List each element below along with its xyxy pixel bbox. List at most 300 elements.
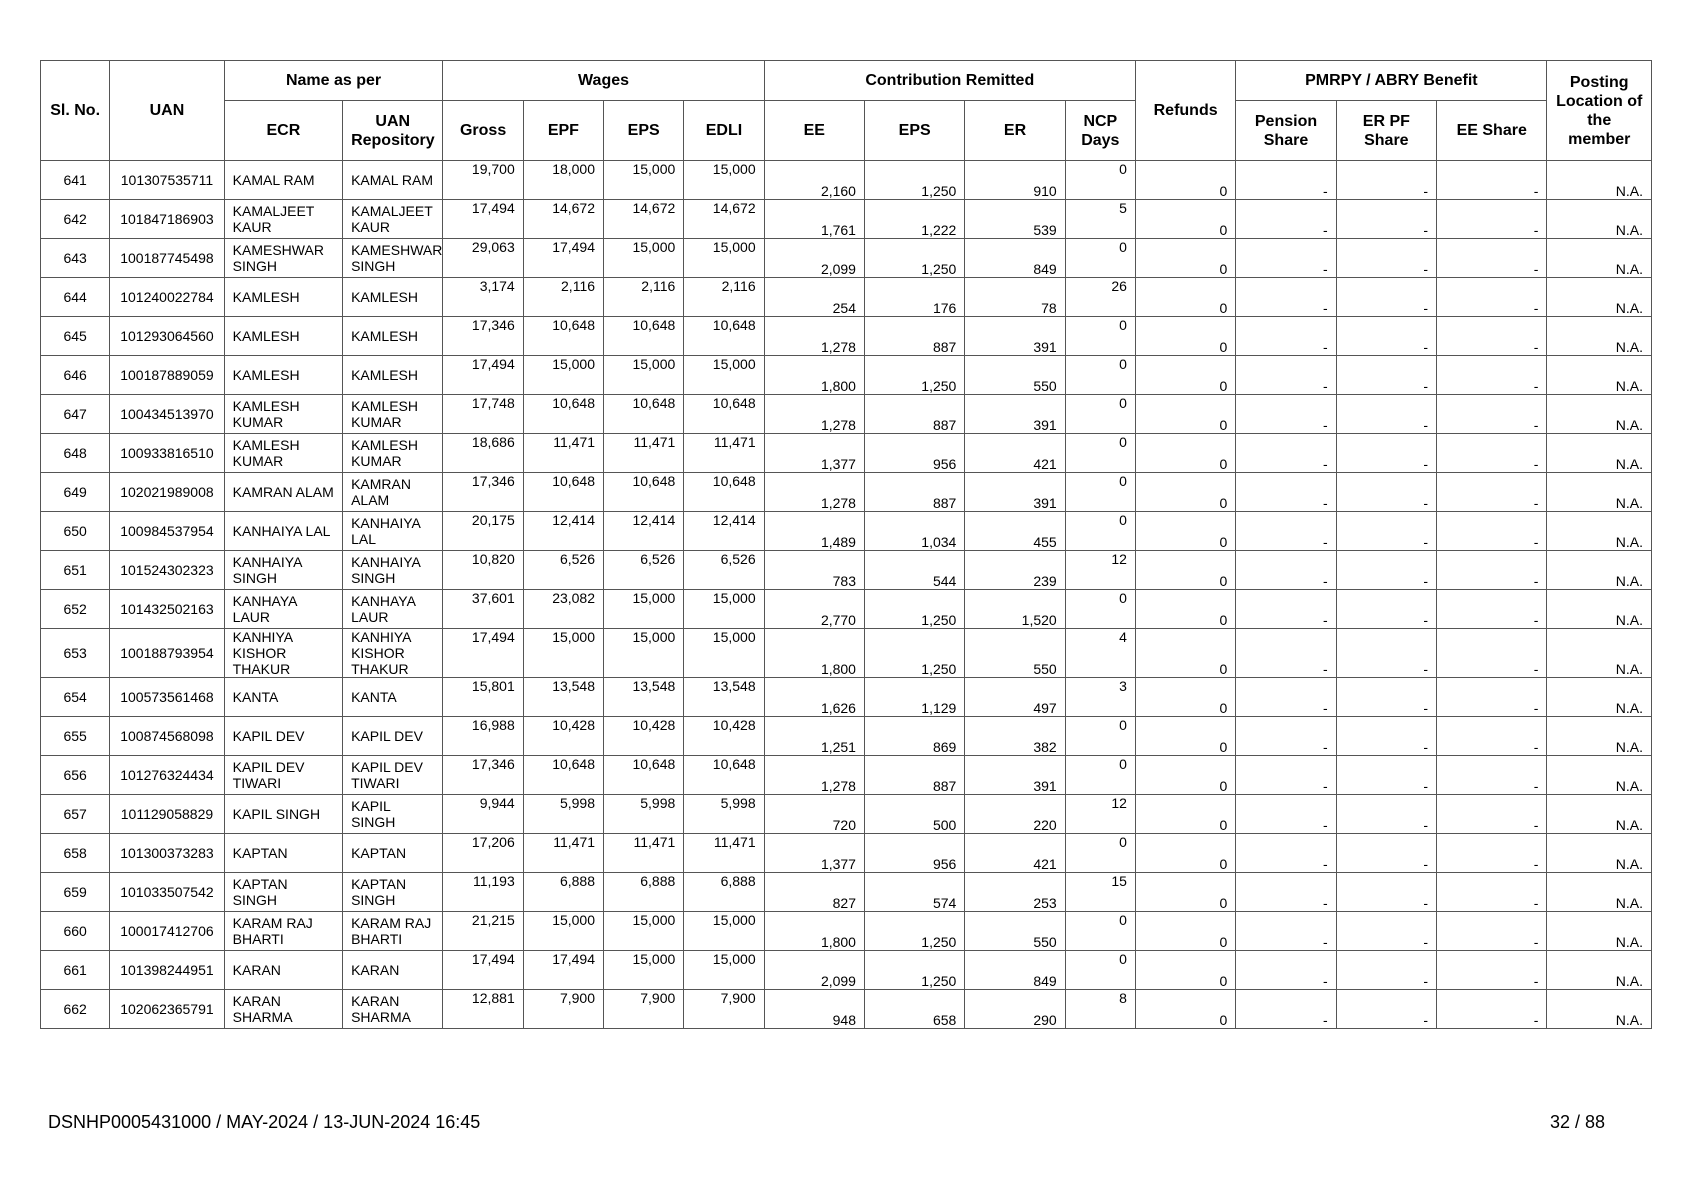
repository-name-cell: KAMLESH KUMAR — [343, 395, 443, 434]
ee-cell: 827 — [764, 873, 864, 912]
table-row — [41, 161, 1652, 200]
uan-cell: 100573561468 — [110, 678, 224, 717]
contribution-eps-cell: 574 — [864, 873, 964, 912]
sl-no-cell: 642 — [41, 200, 110, 239]
ncp-days-cell: 0 — [1065, 356, 1135, 395]
ee-cell: 1,489 — [764, 512, 864, 551]
ee-cell: 2,770 — [764, 590, 864, 629]
ecr-name-cell: KAMESHWAR SINGH — [224, 239, 342, 278]
ee-cell: 1,278 — [764, 317, 864, 356]
header-wages: Wages — [443, 61, 764, 101]
table-header — [41, 61, 1652, 161]
repository-name-cell: KANHAIYA SINGH — [343, 551, 443, 590]
ee-share-cell: - — [1437, 551, 1547, 590]
gross-cell: 9,944 — [443, 795, 523, 834]
posting-location-cell: N.A. — [1547, 239, 1652, 278]
contribution-eps-cell: 1,129 — [864, 678, 964, 717]
posting-location-cell: N.A. — [1547, 756, 1652, 795]
contribution-eps-cell: 1,222 — [864, 200, 964, 239]
sl-no-cell: 651 — [41, 551, 110, 590]
ee-cell: 1,626 — [764, 678, 864, 717]
edli-cell: 15,000 — [684, 356, 764, 395]
gross-cell: 15,801 — [443, 678, 523, 717]
pension-share-cell: - — [1236, 317, 1336, 356]
repository-name-cell: KAPIL DEV — [343, 717, 443, 756]
pension-share-cell: - — [1236, 951, 1336, 990]
pension-share-cell: - — [1236, 678, 1336, 717]
uan-cell: 101240022784 — [110, 278, 224, 317]
posting-location-cell: N.A. — [1547, 717, 1652, 756]
eps-cell: 15,000 — [604, 356, 684, 395]
er-cell: 391 — [965, 317, 1065, 356]
uan-cell: 101398244951 — [110, 951, 224, 990]
posting-location-cell: N.A. — [1547, 990, 1652, 1029]
refunds-cell: 0 — [1135, 278, 1235, 317]
pension-share-cell: - — [1236, 795, 1336, 834]
posting-location-cell: N.A. — [1547, 356, 1652, 395]
er-cell: 1,520 — [965, 590, 1065, 629]
epf-cell: 15,000 — [523, 356, 603, 395]
sl-no-cell: 658 — [41, 834, 110, 873]
pension-share-cell: - — [1236, 551, 1336, 590]
ncp-days-cell: 26 — [1065, 278, 1135, 317]
gross-cell: 21,215 — [443, 912, 523, 951]
table-row — [41, 317, 1652, 356]
edli-cell: 10,648 — [684, 395, 764, 434]
ecr-name-cell: KANTA — [224, 678, 342, 717]
ecr-name-cell: KANHAYA LAUR — [224, 590, 342, 629]
header-ee-share: EE Share — [1437, 101, 1547, 161]
refunds-cell: 0 — [1135, 434, 1235, 473]
uan-cell: 101524302323 — [110, 551, 224, 590]
gross-cell: 18,686 — [443, 434, 523, 473]
contribution-eps-cell: 1,250 — [864, 951, 964, 990]
header-contribution-remitted: Contribution Remitted — [764, 61, 1135, 101]
uan-cell: 100984537954 — [110, 512, 224, 551]
ncp-days-cell: 15 — [1065, 873, 1135, 912]
ee-share-cell: - — [1437, 473, 1547, 512]
posting-location-cell: N.A. — [1547, 473, 1652, 512]
repository-name-cell: KAPIL SINGH — [343, 795, 443, 834]
ee-cell: 1,377 — [764, 834, 864, 873]
refunds-cell: 0 — [1135, 356, 1235, 395]
pension-share-cell: - — [1236, 356, 1336, 395]
ncp-days-cell: 0 — [1065, 473, 1135, 512]
ee-share-cell: - — [1437, 990, 1547, 1029]
edli-cell: 10,648 — [684, 317, 764, 356]
ee-cell: 254 — [764, 278, 864, 317]
header-pension-share: Pension Share — [1236, 101, 1336, 161]
epf-cell: 17,494 — [523, 951, 603, 990]
ee-cell: 948 — [764, 990, 864, 1029]
refunds-cell: 0 — [1135, 590, 1235, 629]
epf-cell: 15,000 — [523, 912, 603, 951]
posting-location-cell: N.A. — [1547, 834, 1652, 873]
er-cell: 421 — [965, 434, 1065, 473]
sl-no-cell: 650 — [41, 512, 110, 551]
er-pf-share-cell: - — [1336, 590, 1436, 629]
table-row — [41, 551, 1652, 590]
posting-location-cell: N.A. — [1547, 161, 1652, 200]
table-row — [41, 834, 1652, 873]
eps-cell: 10,648 — [604, 473, 684, 512]
epf-cell: 15,000 — [523, 629, 603, 678]
repository-name-cell: KANHIYA KISHOR THAKUR — [343, 629, 443, 678]
posting-location-cell: N.A. — [1547, 678, 1652, 717]
epf-cell: 10,648 — [523, 473, 603, 512]
edli-cell: 2,116 — [684, 278, 764, 317]
posting-location-cell: N.A. — [1547, 317, 1652, 356]
header-ecr: ECR — [224, 101, 342, 161]
eps-cell: 15,000 — [604, 590, 684, 629]
table-row — [41, 278, 1652, 317]
er-pf-share-cell: - — [1336, 990, 1436, 1029]
header-ncp-days: NCP Days — [1065, 101, 1135, 161]
table-row — [41, 678, 1652, 717]
ee-share-cell: - — [1437, 278, 1547, 317]
epf-cell: 13,548 — [523, 678, 603, 717]
repository-name-cell: KAMLESH — [343, 278, 443, 317]
repository-name-cell: KANHAIYA LAL — [343, 512, 443, 551]
ecr-name-cell: KARAN SHARMA — [224, 990, 342, 1029]
gross-cell: 17,494 — [443, 951, 523, 990]
repository-name-cell: KAMALJEET KAUR — [343, 200, 443, 239]
eps-cell: 12,414 — [604, 512, 684, 551]
table-row — [41, 990, 1652, 1029]
epf-cell: 10,648 — [523, 395, 603, 434]
sl-no-cell: 652 — [41, 590, 110, 629]
refunds-cell: 0 — [1135, 512, 1235, 551]
ecr-name-cell: KAPTAN SINGH — [224, 873, 342, 912]
header-uan-repository: UAN Repository — [343, 101, 443, 161]
ecr-name-cell: KAMLESH — [224, 278, 342, 317]
contribution-eps-cell: 544 — [864, 551, 964, 590]
header-sl-no: Sl. No. — [41, 61, 110, 161]
sl-no-cell: 641 — [41, 161, 110, 200]
refunds-cell: 0 — [1135, 161, 1235, 200]
ncp-days-cell: 12 — [1065, 551, 1135, 590]
ee-cell: 2,099 — [764, 951, 864, 990]
contribution-eps-cell: 1,034 — [864, 512, 964, 551]
ee-share-cell: - — [1437, 629, 1547, 678]
er-pf-share-cell: - — [1336, 278, 1436, 317]
ee-cell: 1,278 — [764, 395, 864, 434]
ecr-name-cell: KAMLESH — [224, 356, 342, 395]
gross-cell: 3,174 — [443, 278, 523, 317]
pension-share-cell: - — [1236, 239, 1336, 278]
header-epf: EPF — [523, 101, 603, 161]
header-edli: EDLI — [684, 101, 764, 161]
posting-location-cell: N.A. — [1547, 590, 1652, 629]
er-pf-share-cell: - — [1336, 951, 1436, 990]
refunds-cell: 0 — [1135, 473, 1235, 512]
edli-cell: 15,000 — [684, 161, 764, 200]
posting-location-cell: N.A. — [1547, 434, 1652, 473]
refunds-cell: 0 — [1135, 395, 1235, 434]
ee-cell: 1,800 — [764, 356, 864, 395]
eps-cell: 15,000 — [604, 239, 684, 278]
ecr-name-cell: KAPIL DEV TIWARI — [224, 756, 342, 795]
epf-cell: 10,648 — [523, 317, 603, 356]
er-pf-share-cell: - — [1336, 317, 1436, 356]
eps-cell: 15,000 — [604, 161, 684, 200]
eps-cell: 7,900 — [604, 990, 684, 1029]
edli-cell: 7,900 — [684, 990, 764, 1029]
header-eps: EPS — [604, 101, 684, 161]
uan-cell: 100434513970 — [110, 395, 224, 434]
refunds-cell: 0 — [1135, 551, 1235, 590]
gross-cell: 17,346 — [443, 756, 523, 795]
ee-share-cell: - — [1437, 590, 1547, 629]
eps-cell: 10,648 — [604, 395, 684, 434]
pension-share-cell: - — [1236, 912, 1336, 951]
ncp-days-cell: 0 — [1065, 512, 1135, 551]
gross-cell: 17,748 — [443, 395, 523, 434]
ecr-name-cell: KAPIL DEV — [224, 717, 342, 756]
sl-no-cell: 659 — [41, 873, 110, 912]
edli-cell: 6,888 — [684, 873, 764, 912]
contribution-eps-cell: 887 — [864, 395, 964, 434]
edli-cell: 15,000 — [684, 239, 764, 278]
er-cell: 539 — [965, 200, 1065, 239]
ncp-days-cell: 0 — [1065, 717, 1135, 756]
pension-share-cell: - — [1236, 990, 1336, 1029]
eps-cell: 10,648 — [604, 756, 684, 795]
posting-location-cell: N.A. — [1547, 512, 1652, 551]
posting-location-cell: N.A. — [1547, 795, 1652, 834]
epf-cell: 17,494 — [523, 239, 603, 278]
uan-cell: 101432502163 — [110, 590, 224, 629]
ee-share-cell: - — [1437, 161, 1547, 200]
er-pf-share-cell: - — [1336, 717, 1436, 756]
uan-cell: 100017412706 — [110, 912, 224, 951]
posting-location-cell: N.A. — [1547, 278, 1652, 317]
ee-share-cell: - — [1437, 434, 1547, 473]
edli-cell: 15,000 — [684, 629, 764, 678]
header-er: ER — [965, 101, 1065, 161]
ncp-days-cell: 0 — [1065, 590, 1135, 629]
sl-no-cell: 647 — [41, 395, 110, 434]
eps-cell: 15,000 — [604, 912, 684, 951]
repository-name-cell: KAPTAN — [343, 834, 443, 873]
posting-location-cell: N.A. — [1547, 912, 1652, 951]
ee-share-cell: - — [1437, 756, 1547, 795]
ecr-name-cell: KAMLESH — [224, 317, 342, 356]
eps-cell: 10,648 — [604, 317, 684, 356]
uan-cell: 101300373283 — [110, 834, 224, 873]
er-pf-share-cell: - — [1336, 678, 1436, 717]
eps-cell: 6,526 — [604, 551, 684, 590]
er-cell: 391 — [965, 756, 1065, 795]
gross-cell: 17,346 — [443, 317, 523, 356]
ecr-name-cell: KAPIL SINGH — [224, 795, 342, 834]
er-pf-share-cell: - — [1336, 756, 1436, 795]
uan-cell: 101293064560 — [110, 317, 224, 356]
contribution-eps-cell: 1,250 — [864, 161, 964, 200]
eps-cell: 11,471 — [604, 434, 684, 473]
pension-share-cell: - — [1236, 717, 1336, 756]
er-cell: 550 — [965, 356, 1065, 395]
header-uan: UAN — [110, 61, 224, 161]
ee-share-cell: - — [1437, 912, 1547, 951]
gross-cell: 37,601 — [443, 590, 523, 629]
table-row — [41, 717, 1652, 756]
edli-cell: 5,998 — [684, 795, 764, 834]
edli-cell: 10,648 — [684, 473, 764, 512]
epf-cell: 11,471 — [523, 834, 603, 873]
er-cell: 849 — [965, 951, 1065, 990]
contribution-table — [40, 60, 1652, 1029]
header-contribution-eps: EPS — [864, 101, 964, 161]
sl-no-cell: 655 — [41, 717, 110, 756]
table-row — [41, 629, 1652, 678]
contribution-eps-cell: 1,250 — [864, 356, 964, 395]
epf-cell: 6,526 — [523, 551, 603, 590]
er-pf-share-cell: - — [1336, 912, 1436, 951]
posting-location-cell: N.A. — [1547, 395, 1652, 434]
ncp-days-cell: 0 — [1065, 834, 1135, 873]
uan-cell: 101307535711 — [110, 161, 224, 200]
edli-cell: 10,428 — [684, 717, 764, 756]
eps-cell: 11,471 — [604, 834, 684, 873]
ecr-name-cell: KAMRAN ALAM — [224, 473, 342, 512]
ee-cell: 2,099 — [764, 239, 864, 278]
epf-cell: 2,116 — [523, 278, 603, 317]
pension-share-cell: - — [1236, 161, 1336, 200]
header-posting-location: Posting Location of the member — [1547, 61, 1652, 161]
ecr-name-cell: KANHIYA KISHOR THAKUR — [224, 629, 342, 678]
pension-share-cell: - — [1236, 590, 1336, 629]
gross-cell: 12,881 — [443, 990, 523, 1029]
document-id: DSNHP0005431000 / MAY-2024 / 13-JUN-2024 16:45 — [48, 1112, 481, 1132]
eps-cell: 15,000 — [604, 951, 684, 990]
gross-cell: 17,494 — [443, 200, 523, 239]
ee-share-cell: - — [1437, 512, 1547, 551]
table-row — [41, 512, 1652, 551]
refunds-cell: 0 — [1135, 629, 1235, 678]
repository-name-cell: KAMRAN ALAM — [343, 473, 443, 512]
repository-name-cell: KARAN SHARMA — [343, 990, 443, 1029]
contribution-eps-cell: 956 — [864, 434, 964, 473]
er-pf-share-cell: - — [1336, 434, 1436, 473]
repository-name-cell: KAMLESH — [343, 356, 443, 395]
posting-location-cell: N.A. — [1547, 200, 1652, 239]
er-pf-share-cell: - — [1336, 834, 1436, 873]
er-pf-share-cell: - — [1336, 873, 1436, 912]
uan-cell: 100933816510 — [110, 434, 224, 473]
contribution-eps-cell: 956 — [864, 834, 964, 873]
epf-cell: 18,000 — [523, 161, 603, 200]
table-body — [41, 161, 1652, 1029]
er-pf-share-cell: - — [1336, 551, 1436, 590]
ee-cell: 1,278 — [764, 756, 864, 795]
refunds-cell: 0 — [1135, 834, 1235, 873]
header-refunds: Refunds — [1135, 61, 1235, 161]
refunds-cell: 0 — [1135, 200, 1235, 239]
sl-no-cell: 657 — [41, 795, 110, 834]
header-pmrpy-abry: PMRPY / ABRY Benefit — [1236, 61, 1547, 101]
table-row — [41, 473, 1652, 512]
edli-cell: 14,672 — [684, 200, 764, 239]
ncp-days-cell: 0 — [1065, 434, 1135, 473]
er-pf-share-cell: - — [1336, 395, 1436, 434]
edli-cell: 15,000 — [684, 951, 764, 990]
uan-cell: 101847186903 — [110, 200, 224, 239]
pension-share-cell: - — [1236, 473, 1336, 512]
repository-name-cell: KAMLESH — [343, 317, 443, 356]
refunds-cell: 0 — [1135, 951, 1235, 990]
ncp-days-cell: 0 — [1065, 912, 1135, 951]
er-cell: 382 — [965, 717, 1065, 756]
refunds-cell: 0 — [1135, 912, 1235, 951]
contribution-eps-cell: 887 — [864, 473, 964, 512]
contribution-eps-cell: 869 — [864, 717, 964, 756]
sl-no-cell: 653 — [41, 629, 110, 678]
ncp-days-cell: 4 — [1065, 629, 1135, 678]
sl-no-cell: 656 — [41, 756, 110, 795]
pension-share-cell: - — [1236, 278, 1336, 317]
pension-share-cell: - — [1236, 434, 1336, 473]
uan-cell: 102062365791 — [110, 990, 224, 1029]
page-number: 32 / 88 — [1549, 1112, 1605, 1132]
ncp-days-cell: 0 — [1065, 317, 1135, 356]
contribution-eps-cell: 887 — [864, 756, 964, 795]
epf-cell: 10,648 — [523, 756, 603, 795]
refunds-cell: 0 — [1135, 317, 1235, 356]
er-cell: 290 — [965, 990, 1065, 1029]
uan-cell: 100187889059 — [110, 356, 224, 395]
er-pf-share-cell: - — [1336, 795, 1436, 834]
ee-cell: 1,251 — [764, 717, 864, 756]
pension-share-cell: - — [1236, 512, 1336, 551]
ee-cell: 1,278 — [764, 473, 864, 512]
pension-share-cell: - — [1236, 395, 1336, 434]
ncp-days-cell: 0 — [1065, 395, 1135, 434]
repository-name-cell: KAMLESH KUMAR — [343, 434, 443, 473]
gross-cell: 29,063 — [443, 239, 523, 278]
ee-share-cell: - — [1437, 356, 1547, 395]
uan-cell: 100874568098 — [110, 717, 224, 756]
uan-cell: 101033507542 — [110, 873, 224, 912]
ee-cell: 1,800 — [764, 912, 864, 951]
header-gross: Gross — [443, 101, 523, 161]
sl-no-cell: 646 — [41, 356, 110, 395]
er-pf-share-cell: - — [1336, 473, 1436, 512]
epf-cell: 5,998 — [523, 795, 603, 834]
ecr-name-cell: KARAM RAJ BHARTI — [224, 912, 342, 951]
eps-cell: 14,672 — [604, 200, 684, 239]
sl-no-cell: 662 — [41, 990, 110, 1029]
ee-share-cell: - — [1437, 717, 1547, 756]
edli-cell: 15,000 — [684, 912, 764, 951]
pension-share-cell: - — [1236, 200, 1336, 239]
sl-no-cell: 660 — [41, 912, 110, 951]
er-cell: 910 — [965, 161, 1065, 200]
ee-cell: 1,800 — [764, 629, 864, 678]
table-row — [41, 873, 1652, 912]
eps-cell: 15,000 — [604, 629, 684, 678]
er-cell: 78 — [965, 278, 1065, 317]
gross-cell: 20,175 — [443, 512, 523, 551]
ee-share-cell: - — [1437, 239, 1547, 278]
table-row — [41, 590, 1652, 629]
sl-no-cell: 643 — [41, 239, 110, 278]
ee-share-cell: - — [1437, 834, 1547, 873]
ee-share-cell: - — [1437, 678, 1547, 717]
er-cell: 391 — [965, 473, 1065, 512]
pension-share-cell: - — [1236, 756, 1336, 795]
sl-no-cell: 649 — [41, 473, 110, 512]
